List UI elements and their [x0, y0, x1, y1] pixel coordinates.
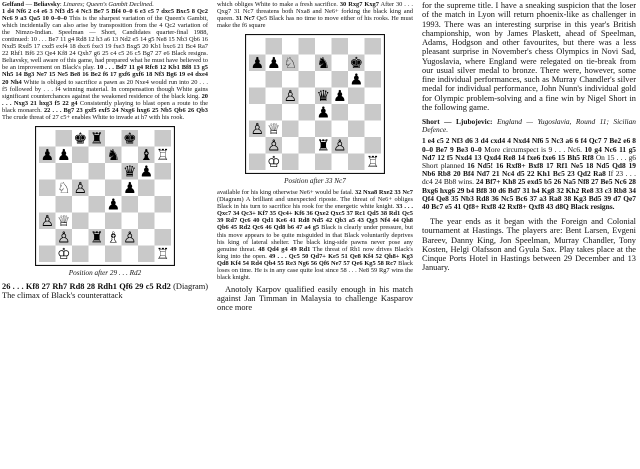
board-square [315, 121, 332, 138]
chess-piece-g7: ♚ [349, 54, 364, 73]
game2-header [422, 118, 636, 134]
chess-piece-c5: ♙ [73, 178, 88, 197]
board-square [315, 71, 332, 88]
board-square [365, 137, 382, 154]
game2-players: Short — Ljubojevic: [422, 117, 493, 126]
chess-piece-b7: ♟ [266, 54, 281, 73]
col2-text-a: which obliges White to make a fresh sacrifice. [217, 1, 338, 8]
board-square [249, 104, 266, 121]
text-d: The crude threat of 27 c5+ enables White to invade at h7 with his rook. [2, 113, 185, 121]
board-square [39, 163, 56, 180]
chess-piece-g7: ♝ [139, 145, 154, 164]
chess-piece-f5: ♟ [122, 178, 137, 197]
board-square [266, 38, 283, 55]
chess-piece-f2: ♙ [122, 228, 137, 247]
board-square [155, 179, 172, 196]
chess-piece-e4: ♟ [316, 103, 331, 122]
diagram-2 [245, 34, 385, 186]
board-square [89, 212, 106, 229]
board-square [105, 163, 122, 180]
col2-moves-a: 30 Rxg7 Kxg7 [339, 1, 379, 8]
board-square [365, 38, 382, 55]
board-square [122, 196, 139, 213]
board-square [72, 245, 89, 262]
g2-moves-c: 16 Nd5! [467, 161, 494, 171]
col2-moves-d: 32 Nxa8 Rxe2 33 Nc7 [355, 189, 413, 197]
chess-piece-h1: ♖ [155, 244, 170, 263]
text-e: (Diagram) The climax of Black's counterattack [2, 281, 209, 301]
board-square [56, 130, 73, 147]
board-square [89, 196, 106, 213]
board-square [282, 137, 299, 154]
chess-piece-a3: ♙ [40, 211, 55, 230]
chess-piece-a7: ♟ [250, 54, 265, 73]
board-square [299, 154, 316, 171]
board-square [282, 104, 299, 121]
board-square [332, 121, 349, 138]
chess-piece-b3: ♕ [56, 211, 71, 230]
board-square [266, 88, 283, 105]
board-square [122, 245, 139, 262]
chess-piece-e5: ♛ [316, 87, 331, 106]
chess-piece-e7: ♞ [316, 54, 331, 73]
board-square [39, 229, 56, 246]
board-square [105, 130, 122, 147]
column-3 [422, 1, 636, 273]
board-square [332, 104, 349, 121]
board-square [299, 137, 316, 154]
g2-moves-d: 16 Rxf8+ Bxf8 17 Rf1 Ne5 18 Nd5 Qd8 19 Nb6 Rb8 20 Bf4 Nd7 21 Nc4 d5 22 Kh1 Bc5 23 Qd2 Ra8 [422, 161, 636, 179]
board-square [155, 130, 172, 147]
board-square [249, 154, 266, 171]
chess-piece-h1: ♖ [365, 153, 380, 172]
col2-text-d: available for his king otherwise Ne6+ would be fatal. [217, 189, 354, 197]
board-square [282, 38, 299, 55]
board-square [266, 104, 283, 121]
board-square [332, 71, 349, 88]
game2-moves [422, 137, 636, 211]
diagram-1 [35, 126, 175, 278]
board-square [299, 55, 316, 72]
chess-piece-c8: ♚ [73, 129, 88, 148]
board-square [138, 229, 155, 246]
g2-text-d: If 23 . . . dc4 24 Bb8 wins. [422, 169, 637, 187]
board-square [155, 212, 172, 229]
chess-piece-b2: ♙ [56, 228, 71, 247]
chess-piece-b2: ♙ [266, 136, 281, 155]
chess-piece-b1: ♔ [266, 153, 281, 172]
chess-piece-b1: ♔ [56, 244, 71, 263]
board-square [89, 245, 106, 262]
board-square [282, 71, 299, 88]
chess-piece-g6: ♟ [139, 162, 154, 181]
board-square [348, 104, 365, 121]
game1-continuation [2, 282, 208, 301]
board-square [365, 55, 382, 72]
game1-white: Gelfand [2, 1, 25, 8]
board-square [39, 245, 56, 262]
col2-moves-f: 48 Qd4 g4 49 Rd1 [258, 245, 311, 253]
chess-piece-e7: ♞ [106, 145, 121, 164]
board-square [122, 212, 139, 229]
chess-piece-e4: ♟ [106, 195, 121, 214]
board-square [365, 104, 382, 121]
board-square [332, 154, 349, 171]
board-square [39, 179, 56, 196]
board-square [122, 146, 139, 163]
col2-text-e: (Diagram) A brilliant and unexpected riposte. The threat of Ne6+ obliges Black in his turn to sacrifice his rook for the energetic white knight. [217, 196, 413, 211]
col2-moves-g: 49 . . . Qc5 50 Qd7+ Ke5 51 Qe8 Kf4 52 Qh8+ Kg3 Qd8 Kf4 54 Rd4 Qb4 55 Re3 Ng6 56 Qf6 Ne7 57 Qe6 Kg5 58 Rc7 [217, 252, 413, 267]
text-b: White is obliged to sacrifice a pawn as 20 Nxe4 would run into 20 . . . f5 followed by . . . f4 winning material. In compensation though White gains significant counterchances against the weakened residence of the black king. [2, 78, 209, 100]
chess-piece-f2: ♙ [332, 136, 347, 155]
text-c: Consistently playing to blast open a route to the black monarch. [2, 99, 208, 114]
col2-moves-e: 33 . . . Qxc7 34 Qc3+ Kf7 35 Qc4+ Kf6 36 Qxe2 Qxc5 37 Rc1 Qd5 38 Rd1 Qc5 39 Rd7 Qc6 40 Qd1 Ke6 41 Rd8 Nd5 42 Qb3 a5 43 Qg3 Nf4 44 Qh8 Qb6 45 Rd2 Qc6 46 Qd8 b6 47 a4 g5 [217, 203, 413, 232]
col3-intro: for the supreme title. I have a sneaking suspicion that the loser of the match in Lyon will return phoenix-like as challenger in 1993. There was an interesting surprise in this year's British championship, won by James Plaskett, ahead of Speelman, Adams, Hodgson and other favourites, but there was a less pleasant surprise in November's chess Olympics in Novi Sad, Yugoslavia, where England were relegated on tie-break from our usual silver medal to bronze. There were, however, some fine individual performances, such as Murray Chandler's silver medal for individual performance, John Nunn's individual gold for Olympic problem-solving and a fine win by Nigel Short in the following game. [422, 1, 636, 112]
board-square [332, 38, 349, 55]
board-square [56, 196, 73, 213]
moves-c: 20 . . . Nxg3 21 hxg3 f5 22 g4 [2, 92, 208, 107]
col2-karpov-paragraph: Anotoly Karpov qualified easily enough in his match against Jan Timman in Malaysia to challenge Kasparov once more [217, 284, 413, 313]
moves-b: 10 . . . Bd7 11 g4 Rfc8 12 Kb1 Bf8 13 g5 Nh5 14 Bg3 Ne7 15 Ne5 Be8 16 Be2 f6 17 gxf6 gxf6 18 Nf3 Bg6 19 e4 dxe4 20 Nh4 [2, 64, 208, 86]
chess-piece-d2: ♜ [89, 228, 104, 247]
chess-piece-g6: ♟ [349, 70, 364, 89]
board-square [155, 163, 172, 180]
g2-moves-a: 1 e4 c5 2 Nf3 d6 3 d4 cxd4 4 Nxd4 Nf6 5 Nc3 a6 6 f4 Qc7 7 Be2 e6 8 0–0 Be7 9 Be3 0–0 [422, 136, 636, 154]
chess-board-1 [35, 126, 175, 266]
text-a: This is the sharpest variation of the Queen's Gambit, which incidentally can also arise by transposition from the 4 Qc2 variation of the Nimzo-Indian. Speelman — Short, Candidates quarter-final 1988, continued: 10 . . . Be7 11 g4 Rd8 12 h3 a6 13 Nd2 e5 14 g5 Ne8 15 Nb3 Qb6 16 Nxd5 Rxd5 17 cxd5 exf4 18 dxc6 fxe3 19 fxe3 Bxg5 20 Kb1 bxc6 21 Bc4 Ra7 22 Rhf1 Bf6 23 Qe4 Kf8 24 Qxh7 g6 25 c4 c5 26 c5 Bg7 27 e6 Black resigns. Beliavsky, well aware of this game, had prepared what he must have believed to be an improvement on Black's play. [2, 15, 208, 72]
board-square [39, 196, 56, 213]
board-square [105, 245, 122, 262]
chess-piece-b5: ♘ [56, 178, 71, 197]
board-square [282, 154, 299, 171]
col2-moves-b: 31 Nc7 [235, 15, 255, 23]
chess-piece-b7: ♟ [56, 145, 71, 164]
board-square [72, 163, 89, 180]
col2-body [217, 189, 413, 281]
game1-event: Linares; Queen's Gambit Declined. [63, 1, 154, 8]
board-square [72, 146, 89, 163]
chess-piece-e2: ♗ [106, 228, 121, 247]
board-square [249, 88, 266, 105]
board-square [56, 163, 73, 180]
col2-text-h: Black loses on time. He is in any case quite lost since 58 . . . Ne8 59 Rg7 wins the black knight. [217, 259, 413, 281]
g2-text-c: On 15 . . . g6 Short planned [422, 152, 636, 171]
board-square [89, 163, 106, 180]
col2-text-b: After 30 . . . Qxg7 31 Nc7 threatens both Nxa8 and Ne6+ forking the black king and queen. [217, 1, 414, 23]
board-square [138, 245, 155, 262]
chess-piece-c7: ♘ [283, 54, 298, 73]
chess-piece-b3: ♕ [266, 120, 281, 139]
g2-moves-b: 10 g4 Nc6 11 g5 Nd7 12 f5 Nxd4 13 Qxd4 Re8 14 fxe6 fxe6 15 Bh5 Rf8 [422, 144, 636, 162]
chess-piece-a3: ♙ [250, 120, 265, 139]
chess-piece-c5: ♙ [283, 87, 298, 106]
board-square [138, 179, 155, 196]
board-square [348, 154, 365, 171]
col2-text-g: The threat of Rh1 now drives Black's king into the open. [217, 245, 413, 260]
board-square [155, 229, 172, 246]
game1-black: Beliavsky [33, 1, 60, 8]
col2-text-c: Qe5 Black has no time to move either of his rooks. He must make the f6 square [217, 15, 413, 30]
board-square [39, 130, 56, 147]
diagram-1-caption: Position after 29 . . . Rd2 [68, 268, 142, 277]
board-square [89, 179, 106, 196]
chess-piece-f6: ♛ [122, 162, 137, 181]
game2-event: England — Yugoslavia, Round 11; Sicilian Defence. [422, 117, 636, 135]
board-square [299, 104, 316, 121]
chess-piece-a7: ♟ [40, 145, 55, 164]
diagram-2-caption: Position after 33 Nc7 [284, 177, 346, 186]
board-square [282, 121, 299, 138]
board-square [332, 55, 349, 72]
board-square [348, 137, 365, 154]
board-square [299, 88, 316, 105]
board-square [299, 38, 316, 55]
chess-piece-f5: ♟ [332, 87, 347, 106]
board-square [138, 212, 155, 229]
board-square [315, 38, 332, 55]
col2-top [217, 1, 413, 29]
col3-hastings: The year ends as it began with the Foreign and Colonial tournament at Hastings. The players are: Bent Larsen, Evgeni Bareev, Danny King, Jon Speelman, Murray Chandler, Tony Kosten, Helgi Olafsson and Gyula Sax. Play takes place at the Cinque Ports Hotel in Hastings between 29 December and 13 January. [422, 217, 636, 273]
board-square [105, 212, 122, 229]
board-square [348, 88, 365, 105]
board-square [365, 88, 382, 105]
board-square [155, 196, 172, 213]
board-square [249, 38, 266, 55]
board-square [105, 179, 122, 196]
game1-header: Gelfand — Beliavsky: Linares; Queen's Gambit Declined. [2, 1, 154, 8]
board-square [249, 71, 266, 88]
board-square [348, 121, 365, 138]
game1-text [2, 8, 208, 121]
moves-d: 22 . . . Bg7 23 gxf5 exf5 24 Nxg6 hxg6 25 Nb5 Qb6 26 Qb3 [43, 106, 208, 114]
board-square [72, 229, 89, 246]
column-2 [217, 1, 413, 313]
moves-e: 26 . . . Kf8 27 Rh7 Rd8 28 Rdh1 Qf6 29 c5 Rd2 [2, 281, 171, 291]
board-square [348, 38, 365, 55]
g2-text-b: More circumspect is 9 . . . Nc6. [484, 144, 582, 154]
board-square [299, 71, 316, 88]
board-square [138, 130, 155, 147]
board-square [299, 121, 316, 138]
column-1 [2, 1, 208, 300]
col2-text-f: Black is clearly under pressure, but this move appears to be quite misguided in that Black voluntarily deprives his king of lateral shelter. The black king-side pawns never pose any genuine threat. [217, 224, 414, 253]
g2-moves-e: 24 Bf7+ Kh8 25 exd5 b5 26 Na5 Nf8 27 Be5 Nc6 28 Bxg6 hxg6 29 b4 Bf8 30 d6 Bd7 31 h4 Kg8 32 Kh2 Re8 33 c3 Rb8 34 Qf4 Qe8 35 Nb3 Rd8 36 Nc5 Bc6 37 a3 Ra8 38 Kg3 Bd5 39 d7 Qe7 40 Bc7 e5 41 Qf8+ Rxf8 42 Rxf8+ Qxf8 43 d8Q Black resigns. [422, 177, 636, 212]
board-square [138, 196, 155, 213]
moves-a: 1 d4 Nf6 2 c4 e6 3 Nf3 d5 4 Nc3 Be7 5 Bf4 0–0 6 e3 c5 7 dxc5 Bxc5 8 Qc2 Nc6 9 a3 Qa5 10 0–0–0 [2, 8, 208, 23]
board-square [72, 196, 89, 213]
chess-piece-f8: ♚ [122, 129, 137, 148]
board-square [266, 71, 283, 88]
board-square [365, 121, 382, 138]
board-square [89, 146, 106, 163]
board-square [315, 154, 332, 171]
board-square [365, 71, 382, 88]
chess-piece-e2: ♜ [316, 136, 331, 155]
board-square [72, 212, 89, 229]
chess-piece-d8: ♜ [89, 129, 104, 148]
chess-piece-h7: ♖ [155, 145, 170, 164]
chess-board-2 [245, 34, 385, 174]
board-square [249, 137, 266, 154]
